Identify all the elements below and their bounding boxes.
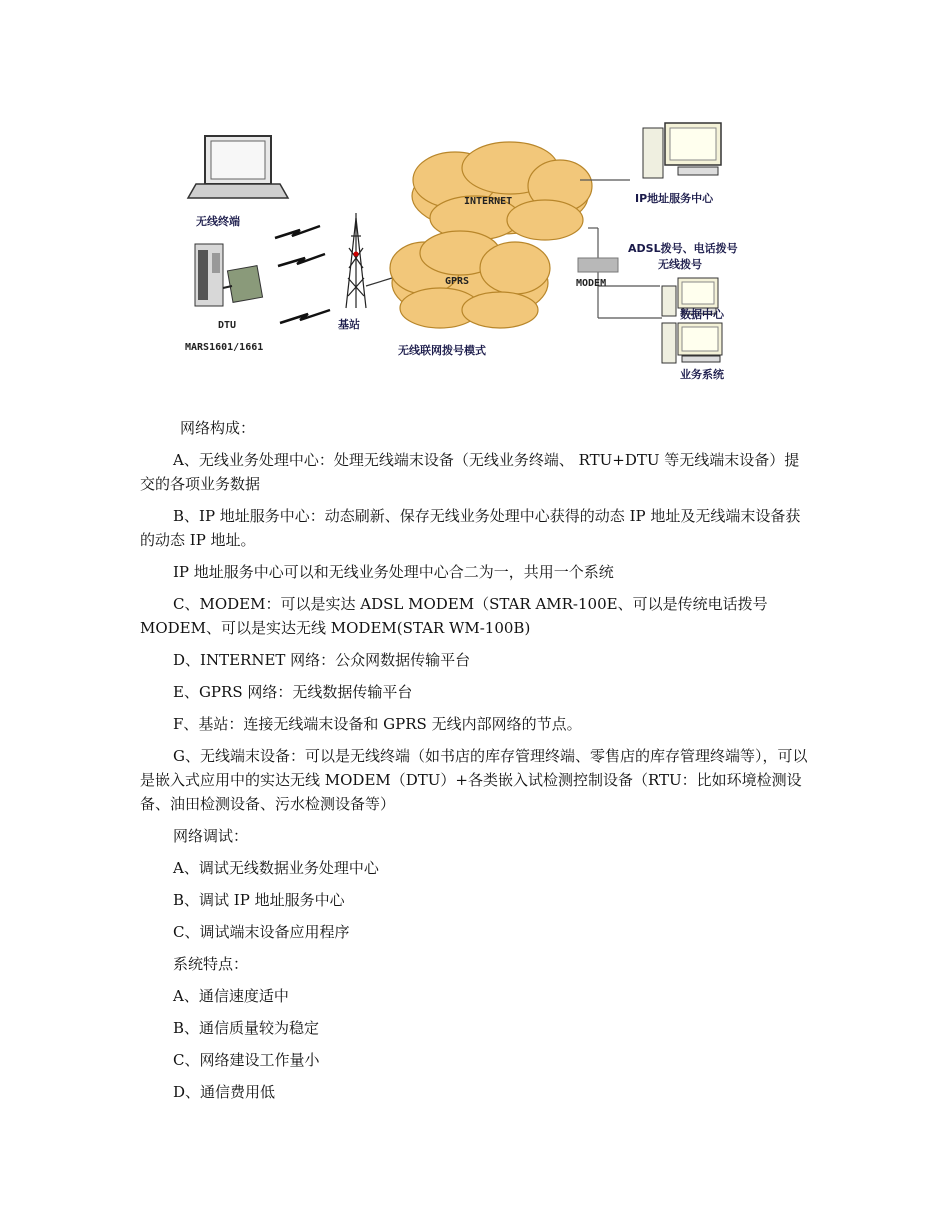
label-data-center: 数据中心: [680, 308, 724, 321]
gprs-cloud-icon: [390, 231, 550, 328]
network-diagram-svg: [170, 118, 770, 388]
list-item: B、通信质量较为稳定: [173, 1019, 320, 1037]
document-body: [140, 416, 812, 1112]
paragraph-ip-merge: IP 地址服务中心可以和无线业务处理中心合二为一，共用一个系统: [173, 563, 614, 581]
paragraph-f-base-station: F、基站：连接无线端末设备和 GPRS 无线内部网络的节点。: [173, 715, 582, 733]
list-item: C、调试端末设备应用程序: [173, 923, 350, 941]
label-internet: INTERNET: [464, 196, 513, 207]
heading-network-composition: 网络构成：: [180, 419, 256, 437]
heading-network-debug: 网络调试：: [173, 827, 249, 845]
dtu-device-icon: [195, 244, 263, 306]
paragraph-b-ip-center: B、IP 地址服务中心：动态刷新、保存无线业务处理中心获得的动态 IP 地址及无线端末设备获的动态 IP 地址。: [140, 507, 801, 549]
list-item: A、通信速度适中: [173, 987, 289, 1005]
business-system-computer-icon: [662, 323, 722, 363]
label-dial-types-2: 无线拨号: [658, 258, 702, 271]
list-item: D、通信费用低: [173, 1083, 276, 1101]
label-ip-center: IP地址服务中心: [635, 192, 714, 205]
list-item: B、调试 IP 地址服务中心: [173, 891, 345, 909]
paragraph-e-gprs: E、GPRS 网络：无线数据传输平台: [173, 683, 413, 701]
modem-icon: [578, 258, 618, 272]
label-business-system: 业务系统: [680, 368, 724, 381]
label-modem: MODEM: [576, 278, 607, 289]
label-dtu: DTU: [218, 320, 237, 331]
label-dtu-model: MARS1601/1661: [185, 342, 264, 353]
internet-cloud-icon: [412, 142, 592, 240]
list-item: C、网络建设工作量小: [173, 1051, 320, 1069]
label-dialup-mode: 无线联网拨号模式: [398, 344, 486, 357]
label-base-station: 基站: [338, 318, 360, 331]
list-item: A、调试无线数据业务处理中心: [173, 859, 379, 877]
label-gprs: GPRS: [445, 276, 470, 287]
label-wireless-terminal: 无线终端: [196, 215, 240, 228]
base-station-tower-icon: [346, 213, 366, 308]
paragraph-g-terminal: G、无线端末设备：可以是无线终端（如书店的库存管理终端、零售店的库存管理终端等），可以是嵌入式应用中的实达无线 MODEM（DTU）+各类嵌入试检测控制设备（RTU：比如环境检测设备、油田检测设备、污水检测设备等）: [140, 747, 808, 813]
network-diagram: [170, 118, 770, 388]
label-dial-types-1: ADSL拨号、电话拨号: [628, 242, 738, 255]
paragraph-d-internet: D、INTERNET 网络：公众网数据传输平台: [173, 651, 471, 669]
paragraph-c-modem: C、MODEM：可以是实达 ADSL MODEM（STAR AMR-100E、可以是传统电话拨号 MODEM、可以是实达无线 MODEM(STAR WM-100B): [140, 595, 768, 637]
laptop-icon: [188, 136, 288, 198]
paragraph-a-processing-center: A、无线业务处理中心：处理无线端末设备（无线业务终端、 RTU+DTU 等无线端末设备）提交的各项业务数据: [140, 451, 800, 493]
wireless-signal-icon: [275, 226, 330, 323]
ip-server-computer-icon: [643, 123, 721, 178]
heading-system-features: 系统特点：: [173, 955, 249, 973]
